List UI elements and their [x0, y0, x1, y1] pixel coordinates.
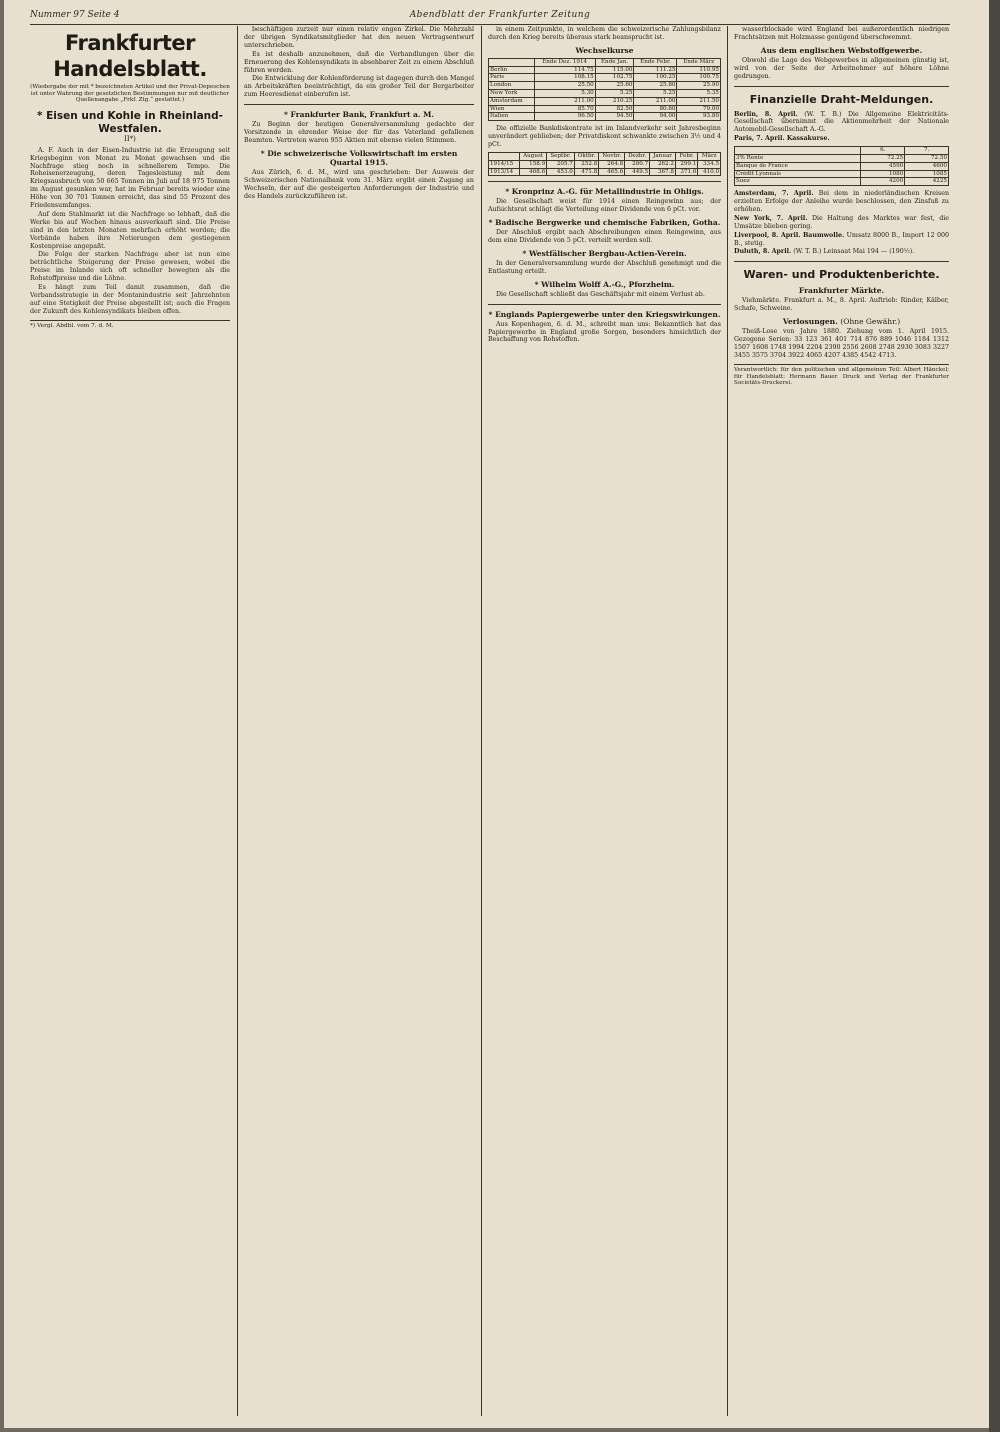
- table-cell: 262.2: [650, 160, 676, 168]
- table-header-cell: [489, 152, 520, 160]
- notice-title: * Kronprinz A.-G. für Metallindustrie in Ohligs.: [505, 187, 704, 197]
- table-cell: 471.8: [574, 168, 598, 176]
- subsection-title-text: Verlosungen.: [782, 317, 838, 327]
- wire-item-text: Bei dem in niederländischen Kreisen erzielten Erfolge der Anleihe wurde beschlossen, den Zinsfuß zu erhöhen.: [734, 190, 949, 213]
- table-cell: Banque de France: [735, 162, 861, 170]
- section-title: Frankfurter Handelsblatt.: [53, 31, 207, 81]
- table-header-cell: Febr.: [675, 152, 697, 160]
- table-row: [489, 74, 721, 82]
- column-divider: [481, 26, 482, 1416]
- table-cell: 449.5: [625, 168, 650, 176]
- notice-text: Zu Beginn der heutigen Generalversammlung gedachte der Vorsitzende in ehrender Weise der für das Vaterland gefallenen Beamten. Vertreten waren 955 Aktien mit ebenso vielen Stimmen.: [244, 121, 474, 144]
- table-cell: 96.50: [534, 113, 595, 121]
- table-header-cell: 6.: [861, 147, 905, 155]
- wire-item-title: Duluth, 8. April.: [734, 248, 792, 256]
- table-cell: 3% Rente: [735, 154, 861, 162]
- table-title: Wechselkurse: [575, 45, 634, 55]
- notice-text: Die Gesellschaft weist für 1914 einen Reingewinn aus; der Aufsichtsrat schlägt die Verteilung einer Dividende von 6 pCt. vor.: [488, 198, 721, 214]
- article-paragraph: Obwohl die Lage des Webgewerbes in allgemeinen günstig ist, wird von der Seite der Arbeitnehmer auf höhere Löhne gedrungen.: [734, 56, 949, 80]
- exchange-rate-table: [488, 58, 721, 121]
- header-rule: [30, 24, 950, 25]
- table-cell: 80.60: [634, 105, 677, 113]
- table-cell: Berlin: [489, 66, 535, 74]
- table-cell: 110.95: [677, 66, 721, 74]
- table-cell: 5.25: [595, 90, 634, 98]
- table-row: [489, 97, 721, 105]
- table-cell: 82.50: [595, 105, 634, 113]
- newspaper-page: [4, 0, 989, 1428]
- notice-text: Aus Zürich, 6. d. M., wird uns geschrieben: Der Ausweis der Schweizerischen Nationalbank vom 31. März ergibt einen Zugang an Wechseln, der auf die gesteigerten Anforderungen der Industrie und des Handels zurückzuführen ist.: [244, 168, 474, 200]
- table-cell: 25.80: [634, 82, 677, 90]
- table-cell: 5.25: [634, 90, 677, 98]
- wire-item-text: Die Haltung des Marktes war fest, die Umsätze blieben gering.: [734, 214, 949, 230]
- article-paragraph: wasserblockade wird England bei außerordentlich niedrigen Frachtsätzen mit Holzmasse genügend überschwemmt.: [734, 26, 949, 41]
- table-cell: 211.50: [677, 97, 721, 105]
- table-cell: 72.50: [905, 154, 949, 162]
- notice-text: Aus Kopenhagen, 6. d. M., schreibt man uns: Bekanntlich hat das Papiergewerbe in England große Sorgen, besonders hinsichtlich der Beschaffung von Rohstoffen.: [488, 320, 721, 344]
- table-header-cell: Dezbr.: [625, 152, 650, 160]
- wire-item: [734, 111, 949, 135]
- subsection-note: (Ohne Gewähr.): [840, 317, 901, 327]
- table-cell: 410.0: [698, 168, 721, 176]
- wire-item-text: (W. T. B.) Die Allgemeine Elektricitäts-Gesellschaft übernimmt die Aktienmehrheit der Nationale Automobil-Gesellschaft A.-G.: [734, 110, 949, 134]
- table-cell: 102.75: [595, 74, 634, 82]
- monthly-figures-table: [488, 152, 721, 176]
- table-cell: 114.75: [534, 66, 595, 74]
- wire-item-title: New York, 7. April.: [734, 214, 808, 222]
- separator: [488, 181, 721, 182]
- article-paragraph: Die offizielle Bankdiskontrate ist im Inlandverkehr seit Jahresbeginn unverändert geblieben; der Privatdiskont schwankte zwischen 3½ und 4 pCt.: [488, 125, 721, 148]
- table-header-cell: [735, 147, 861, 155]
- subsection-title: [734, 317, 949, 326]
- wire-item: [734, 190, 949, 214]
- table-cell: 1913/14: [489, 168, 520, 176]
- table-cell: New York: [489, 90, 535, 98]
- table-cell: 5.35: [677, 90, 721, 98]
- page-header: [30, 10, 980, 24]
- wire-item-title: Berlin, 8. April.: [734, 110, 798, 118]
- table-header-cell: März: [698, 152, 721, 160]
- table-header-cell: Novbr.: [599, 152, 625, 160]
- table-cell: 4600: [905, 162, 949, 170]
- article-paragraph: Es hängt zum Teil damit zusammen, daß die Verbandsstrategie in der Montanindustrie seit Jahrzehnten auf eine Stetigkeit der Preise abgestellt ist; auch die Fragen der Zukunft des Kohlensyndikats bleiben offen.: [30, 284, 230, 315]
- table-cell: 1085: [905, 170, 949, 178]
- reprint-note: (Wiedergabe der mit * bezeichneten Artikel und der Privat-Depeschen ist unter Wahrung der gesetzlichen Bestimmungen nur mit deutlicher Quellenangabe „Frkf. Ztg.“ gestattet.): [30, 84, 230, 104]
- notice-title: * Badische Bergwerke und chemische Fabriken, Gotha.: [488, 218, 721, 228]
- separator: [244, 104, 474, 105]
- notice-title: * Frankfurter Bank, Frankfurt a. M.: [283, 110, 435, 120]
- table-cell: 85.70: [534, 105, 595, 113]
- table-cell: 334.5: [698, 160, 721, 168]
- footnote: *) Vergl. Abdbl. vom 7. d. M.: [30, 320, 230, 331]
- wire-item-text: (W. T. B.) Leinsaat Mai 194 — (190½).: [793, 248, 915, 256]
- table-cell: 93.80: [677, 113, 721, 121]
- table-header-cell: Septbr.: [547, 152, 575, 160]
- table-cell: 94.50: [595, 113, 634, 121]
- wire-item: [734, 232, 949, 248]
- table-cell: Italien: [489, 113, 535, 121]
- table-row: [735, 162, 949, 170]
- table-cell: 100.75: [677, 74, 721, 82]
- table-cell: 1080: [861, 170, 905, 178]
- article-paragraph: Viehmärkte. Frankfurt a. M., 8. April. Auftrieb: Rinder, Kälber, Schafe, Schweine.: [734, 297, 949, 313]
- table-cell: 72.25: [861, 154, 905, 162]
- table-cell: 115.00: [595, 66, 634, 74]
- wire-item: [734, 215, 949, 231]
- wire-reports: [734, 111, 949, 257]
- article-paragraph: Die Entwicklung der Kohlenförderung ist dagegen durch den Mangel an Arbeitskräften beeinträchtigt, da ein großer Teil der Bergarbeiter zum Heeresdienst einberufen ist.: [244, 75, 474, 99]
- table-row: [735, 170, 949, 178]
- wire-item-title: Amsterdam, 7. April.: [734, 190, 814, 198]
- wire-item: [734, 135, 949, 143]
- page-edge: [989, 0, 1000, 1432]
- table-cell: 111.25: [634, 66, 677, 74]
- table-header-cell: Ende März: [677, 58, 721, 66]
- table-cell: London: [489, 82, 535, 90]
- column-3: [488, 26, 721, 1416]
- table-cell: 100.25: [634, 74, 677, 82]
- table-header-cell: 7.: [905, 147, 949, 155]
- article-paragraph: Theiß-Lose von Jahre 1880. Ziehung vom 1. April 1915. Gezogene Serien: 33 123 361 401 714 876 889 1046 1184 1312 1507 1608 1748 1994 2204 2390 2556 2608 2748 2930 3083 3227 3455 3575 3704 3922 4065 4207 4385 4542 4713.: [734, 328, 949, 359]
- article-paragraph: Es ist deshalb anzunehmen, daß die Verhandlungen über die Erneuerung des Kohlensyndikats in absehbarer Zeit zu einem Abschluß führen werden.: [244, 50, 474, 74]
- subsection-title: Frankfurter Märkte.: [798, 286, 885, 296]
- table-cell: 211.00: [634, 97, 677, 105]
- notice-title: * Westfälischer Bergbau-Actien-Verein.: [522, 248, 687, 258]
- notice-text: Die Gesellschaft schließt das Geschäftsjahr mit einem Verlust ab.: [496, 290, 705, 298]
- table-row: [489, 168, 721, 176]
- table-cell: 264.8: [599, 160, 625, 168]
- table-cell: 25.90: [677, 82, 721, 90]
- table-cell: 465.6: [599, 168, 625, 176]
- column-4: [734, 26, 949, 1416]
- table-header-cell: Ende Febr.: [634, 58, 677, 66]
- table-cell: 468.6: [520, 168, 547, 176]
- table-cell: 4225: [905, 178, 949, 186]
- section-title: Finanzielle Draht-Meldungen.: [749, 92, 934, 106]
- wire-item-title: Liverpool, 8. April. Baumwolle.: [734, 231, 845, 239]
- separator: [734, 86, 949, 87]
- article-paragraph: beschäftigen zurzeit nur einen relativ engen Zirkel. Die Mehrzahl der übrigen Syndikatsmitglieder hat den neuen Vertragsentwurf unterschrieben.: [244, 26, 474, 49]
- table-header-cell: [489, 58, 535, 66]
- notice-text: In der Generalversammlung wurde der Abschluß genehmigt und die Entlastung erteilt.: [488, 259, 721, 275]
- table-cell: Paris: [489, 74, 535, 82]
- article-title: * Eisen und Kohle in Rheinland-Westfalen.: [36, 109, 224, 135]
- table-cell: 280.7: [625, 160, 650, 168]
- table-header-cell: Ende Dez. 1914: [534, 58, 595, 66]
- article-subtitle: II*): [124, 134, 136, 143]
- notice-title: * Englands Papiergewerbe unter den Kriegswirkungen.: [488, 309, 721, 319]
- wire-item-text: Umsatz 8000 B., Import 12 000 B., stetig.: [734, 231, 949, 247]
- section-title: Waren- und Produktenberichte.: [743, 268, 940, 282]
- column-divider: [727, 26, 728, 1416]
- table-row: [489, 66, 721, 74]
- column-2: [244, 26, 474, 1416]
- article-paragraph: A. F. Auch in der Eisen-Industrie ist die Erzeugung seit Kriegsbeginn von Monat zu Monat gewachsen und die Nachfrage stieg noch in schnellerem Tempo. Die Roheisenerzeugung, deren Tagesleistung mit dem Kriegsausbruch von 50 665 Tonnen im Juli auf 18 975 Tonnen im August gesunken war, hat im Februar bereits wieder eine Höhe von 30 701 Tonnen erreicht, das sind 55 Prozent des Friedensumfanges.: [30, 146, 230, 210]
- table-cell: 211.00: [534, 97, 595, 105]
- table-cell: 79.00: [677, 105, 721, 113]
- table-header-cell: Oktbr.: [574, 152, 598, 160]
- notice-title: * Die schweizerische Volkswirtschaft im ersten Quartal 1915.: [260, 148, 458, 167]
- table-cell: 25.50: [534, 82, 595, 90]
- table-row: [489, 105, 721, 113]
- table-row: [489, 82, 721, 90]
- issue-number: Nummer 97 Seite 4: [30, 10, 120, 20]
- table-row: [489, 160, 721, 168]
- table-header-cell: Ende Jan.: [595, 58, 634, 66]
- column-divider: [237, 26, 238, 1416]
- table-cell: 371.6: [675, 168, 697, 176]
- table-cell: 25.60: [595, 82, 634, 90]
- article-paragraph: Auf dem Stahlmarkt ist die Nachfrage so lebhaft, daß die Werke bis auf Wochen hinaus ausverkauft sind. Die Preise sind in den letzten Monaten mehrfach erhöht worden; die Verbände haben ihre Notierungen dem gestiegenen Kostenpreise angepaßt.: [30, 210, 230, 250]
- table-cell: 4200: [861, 178, 905, 186]
- table-row: [489, 113, 721, 121]
- table-row: [489, 90, 721, 98]
- table-cell: Crédit Lyonnais: [735, 170, 861, 178]
- paris-quotes-table: [734, 146, 949, 186]
- table-cell: 108.15: [534, 74, 595, 82]
- notice-title: * Wilhelm Wolff A.-G., Pforzheim.: [534, 279, 675, 289]
- table-cell: 94.00: [634, 113, 677, 121]
- wire-item-title: Paris, 7. April. Kassakurse.: [734, 135, 830, 143]
- separator: [734, 261, 949, 262]
- table-cell: 158.9: [520, 160, 547, 168]
- table-cell: 299.1: [675, 160, 697, 168]
- masthead: Abendblatt der Frankfurter Zeitung: [409, 10, 591, 20]
- separator: [488, 304, 721, 305]
- table-row: [735, 178, 949, 186]
- table-cell: 5.30: [534, 90, 595, 98]
- table-cell: 205.7: [547, 160, 575, 168]
- table-row: [735, 154, 949, 162]
- table-cell: 453.0: [547, 168, 575, 176]
- table-header-cell: August: [520, 152, 547, 160]
- wire-item: [734, 248, 949, 256]
- table-cell: 210.25: [595, 97, 634, 105]
- notice-text: Der Abschluß ergibt nach Abschreibungen einen Reingewinn, aus dem eine Dividende von 5 pCt. verteilt werden soll.: [488, 229, 721, 245]
- column-1: [30, 26, 230, 1416]
- article-paragraph: in einem Zeitpunkte, in welchem die schweizerische Zahlungsbilanz durch den Krieg bereits überaus stark beansprucht ist.: [488, 26, 721, 41]
- table-cell: 252.8: [574, 160, 598, 168]
- table-cell: Suez: [735, 178, 861, 186]
- article-title: Aus dem englischen Webstoffgewerbe.: [760, 45, 923, 55]
- table-cell: 1914/15: [489, 160, 520, 168]
- table-cell: 367.8: [650, 168, 676, 176]
- article-paragraph: Die Folge der starken Nachfrage aber ist nun eine beträchtliche Steigerung der Preise gewesen, wobei die Preise im Inlande sich oft schneller bewegten als die Rohstoffpreise und die Löhne.: [30, 251, 230, 283]
- table-header-cell: Januar: [650, 152, 676, 160]
- table-cell: 4590: [861, 162, 905, 170]
- imprint: Verantwortlich: für den politischen und allgemeinen Teil: Albert Hänckel; für Handelsblatt: Hermann Bauer. Druck und Verlag der Frankfurter Societäts-Druckerei.: [734, 364, 949, 387]
- table-cell: Wien: [489, 105, 535, 113]
- table-cell: Amsterdam: [489, 97, 535, 105]
